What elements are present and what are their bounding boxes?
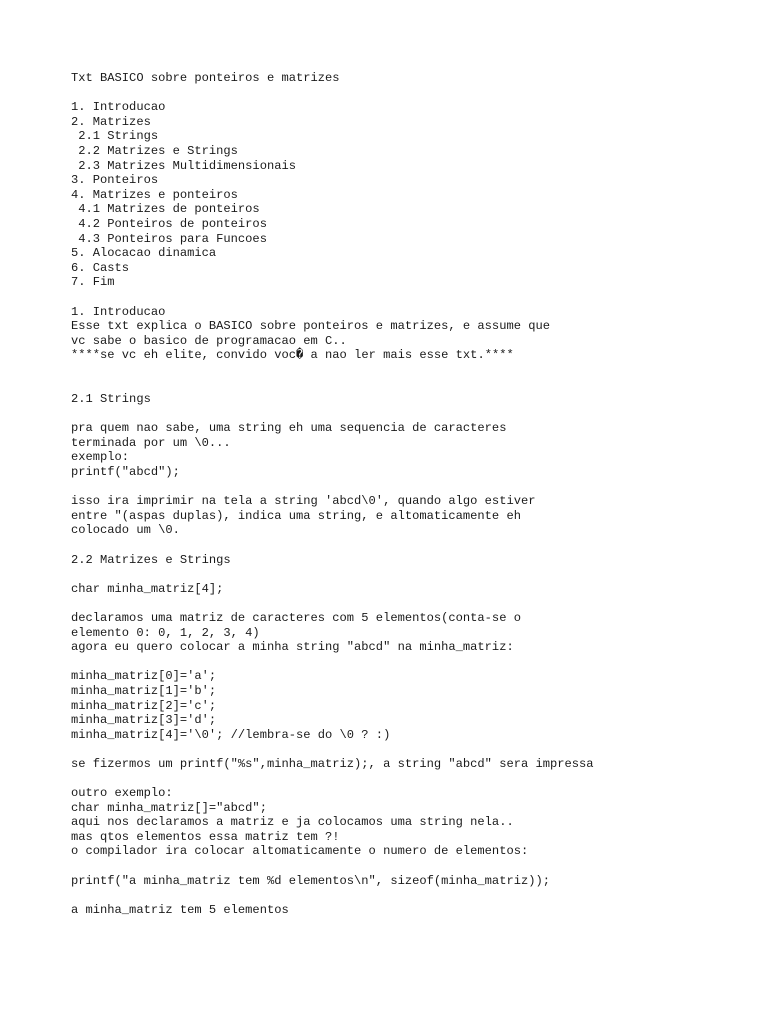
text-line: 2.2 Matrizes e Strings — [71, 143, 238, 158]
text-line — [71, 772, 731, 787]
text-line — [71, 538, 731, 553]
text-line: agora eu quero colocar a minha string "abcd" na minha_matriz: — [71, 640, 514, 655]
text-line: 2.2 Matrizes e Strings — [71, 552, 231, 567]
text-line — [71, 363, 731, 378]
text-line — [71, 407, 731, 422]
text-line — [71, 888, 731, 903]
text-line: ****se vc eh elite, convido voc� a nao ler mais esse txt.**** — [71, 348, 514, 363]
text-line — [71, 290, 731, 305]
text-line: minha_matriz[3]='d'; — [71, 713, 217, 728]
text-line: minha_matriz[0]='a'; — [71, 669, 217, 684]
text-line: 2.3 Matrizes Multidimensionais — [71, 158, 296, 173]
text-line — [71, 742, 731, 757]
text-line: 2.1 Strings — [71, 129, 159, 144]
text-line: 4.3 Ponteiros para Funcoes — [71, 231, 267, 246]
text-line: elemento 0: 0, 1, 2, 3, 4) — [71, 625, 260, 640]
text-line: a minha_matriz tem 5 elementos — [71, 902, 289, 917]
text-line: isso ira imprimir na tela a string 'abcd\0', quando algo estiver — [71, 494, 536, 509]
text-line — [71, 86, 731, 101]
text-line: minha_matriz[4]='\0'; //lembra-se do \0 ? :) — [71, 727, 391, 742]
text-line — [71, 567, 731, 582]
text-line: minha_matriz[2]='c'; — [71, 698, 217, 713]
text-line: declaramos uma matriz de caracteres com 5 elementos(conta-se o — [71, 610, 521, 625]
text-line: 4. Matrizes e ponteiros — [71, 187, 238, 202]
text-line: 2.1 Strings — [71, 392, 151, 407]
text-line: 4.2 Ponteiros de ponteiros — [71, 216, 267, 231]
text-line: 2. Matrizes — [71, 114, 151, 129]
text-line: entre "(aspas duplas), indica uma string, e altomaticamente eh — [71, 508, 521, 523]
text-line: 1. Introducao — [71, 100, 166, 115]
text-line: terminada por um \0... — [71, 435, 231, 450]
text-line: char minha_matriz[4]; — [71, 581, 224, 596]
text-line: vc sabe o basico de programacao em C.. — [71, 333, 347, 348]
text-line: exemplo: — [71, 450, 130, 465]
document-text — [71, 71, 731, 917]
text-line: Esse txt explica o BASICO sobre ponteiros e matrizes, e assume que — [71, 319, 550, 334]
text-line: printf("a minha_matriz tem %d elementos\n", sizeof(minha_matriz)); — [71, 873, 550, 888]
text-line: se fizermos um printf("%s",minha_matriz);, a string "abcd" sera impressa — [71, 756, 594, 771]
text-line: 4.1 Matrizes de ponteiros — [71, 202, 260, 217]
text-line: Txt BASICO sobre ponteiros e matrizes — [71, 71, 340, 85]
text-line — [71, 655, 731, 670]
text-line: 7. Fim — [71, 275, 115, 290]
text-line: colocado um \0. — [71, 523, 180, 538]
text-line — [71, 596, 731, 611]
text-line: 1. Introducao — [71, 304, 166, 319]
text-line — [71, 859, 731, 874]
text-line: mas qtos elementos essa matriz tem ?! — [71, 829, 340, 844]
text-line: aqui nos declaramos a matriz e ja colocamos uma string nela.. — [71, 815, 514, 830]
text-line: 6. Casts — [71, 260, 130, 275]
text-line: char minha_matriz[]="abcd"; — [71, 800, 267, 815]
text-line: o compilador ira colocar altomaticamente o numero de elementos: — [71, 844, 529, 859]
text-line: pra quem nao sabe, uma string eh uma sequencia de caracteres — [71, 421, 507, 436]
text-line: printf("abcd"); — [71, 465, 180, 480]
text-line — [71, 377, 731, 392]
text-line: 5. Alocacao dinamica — [71, 246, 217, 261]
text-line — [71, 480, 731, 495]
text-line: minha_matriz[1]='b'; — [71, 683, 217, 698]
text-line: outro exemplo: — [71, 786, 173, 801]
text-line: 3. Ponteiros — [71, 173, 159, 188]
